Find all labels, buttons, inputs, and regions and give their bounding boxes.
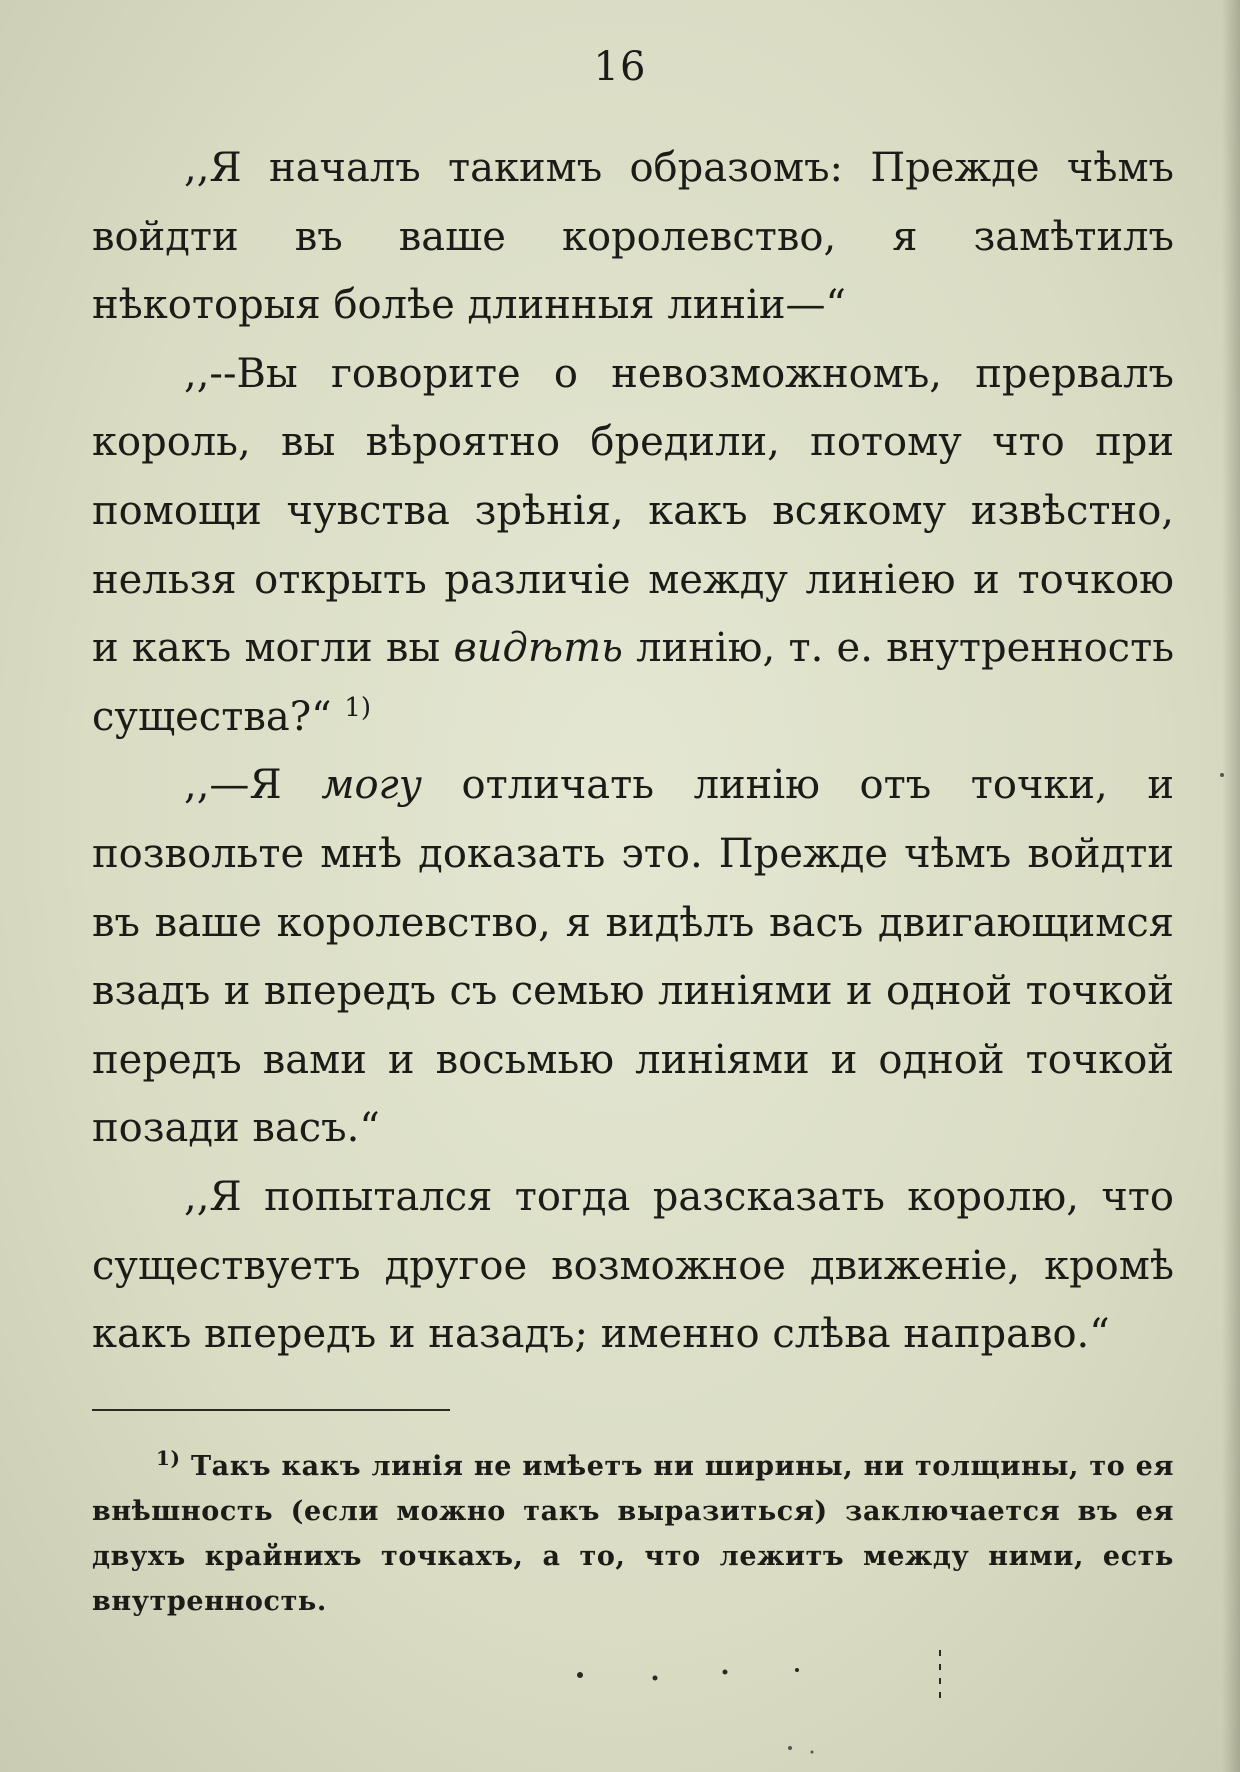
paragraph-3-text-start: ,,—Я: [184, 762, 322, 809]
paragraph-3-text-end: отличать линію отъ точки, и позвольте мнѣ доказать это. Прежде чѣмъ войдти въ ваше королевство, я видѣлъ васъ двигающимся взадъ и впередъ съ семью линіями и одной точкой передъ вами и восьмью линіями и одной точкой позади васъ.“: [92, 762, 1174, 1152]
paragraph-2-emphasis: видѣть: [453, 625, 623, 672]
paragraph-3-emphasis: могу: [321, 762, 422, 809]
paragraph-4-text: ,,Я попытался тогда разсказать королю, что существуетъ другое возможное движеніе, кромѣ какъ впередъ и назадъ; именно слѣва направо.“: [92, 1173, 1174, 1358]
paragraph-2-text-start: ,,--Вы говорите о невозможномъ, прервалъ король, вы вѣроятно бредили, потому что при помощи чувства зрѣнія, какъ всякому извѣстно, нельзя открыть различіе между линіею и точкою и какъ могли вы: [92, 350, 1174, 672]
footnote-text: Такъ какъ линія не имѣетъ ни ширины, ни толщины, то ея внѣшность (если можно такъ выразиться) заключается въ ея двухъ крайнихъ точкахъ, а то, что лежитъ между ними, есть внутренность.: [92, 1451, 1175, 1617]
page-number: 16: [593, 44, 647, 90]
footnote-reference: 1): [344, 692, 371, 723]
paragraph-1-text: ,,Я началъ такимъ образомъ: Прежде чѣмъ войдти въ ваше королевство, я замѣтилъ нѣкоторыя болѣе длинныя линіи—“: [92, 145, 1174, 329]
paragraph-2-text-end: линію, т. е. внутренность существа?“: [92, 625, 1174, 740]
footnote-marker: 1): [156, 1446, 181, 1470]
